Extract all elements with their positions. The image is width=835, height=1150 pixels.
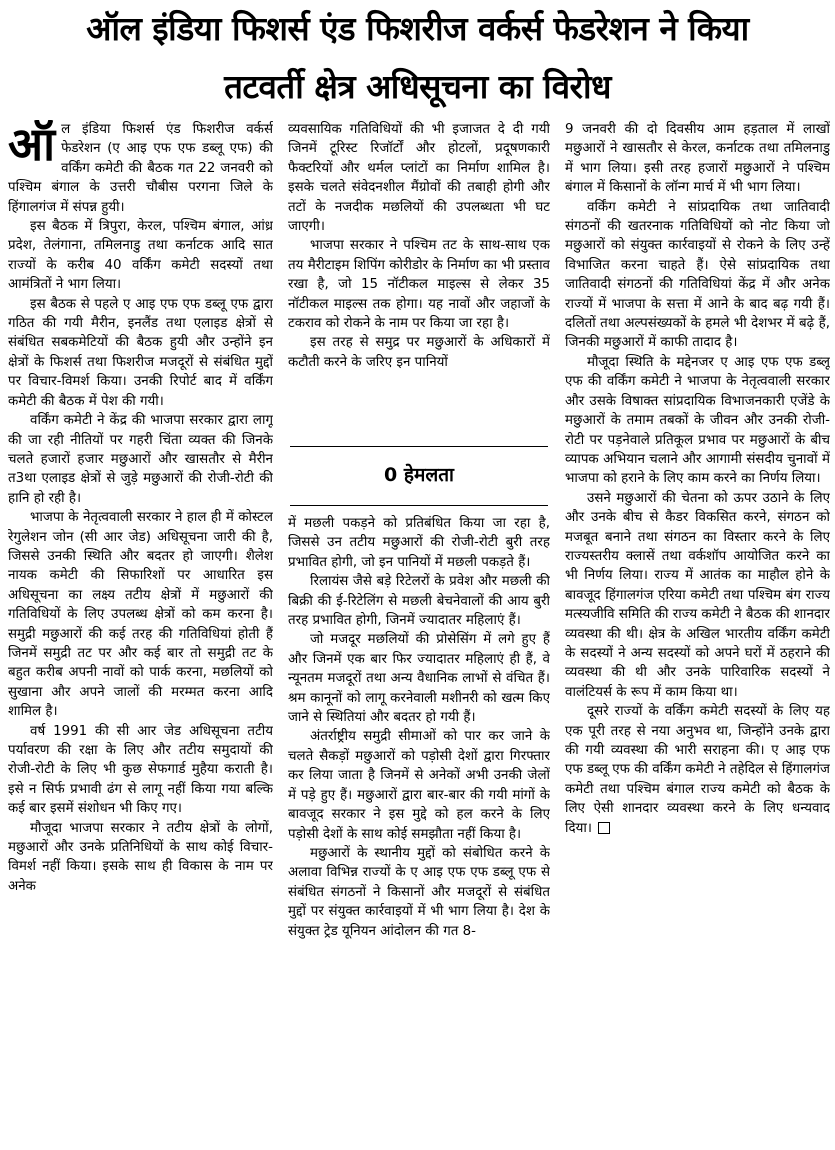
divider-rule <box>290 446 548 447</box>
article-paragraph: वर्किंग कमेटी ने केंद्र की भाजपा सरकार द्वारा लागू की जा रही नीतियों पर गहरी चिंता व्यक्त की जिनके चलते हजारों हजार मछुआरों और खासतौर से मैरीन त3था एलाइड क्षेत्रों से जुड़े मछुआरों की रोजी-रोटी की हानि हो रही है। <box>8 413 273 506</box>
article-column-2-top <box>288 120 550 420</box>
article-paragraph: वर्किंग कमेटी ने सांप्रदायिक तथा जातिवादी संगठनों की खतरनाक गतिविधियों को नोट किया जो मछुआरों को संयुक्त कार्रवाइयों से रोकने के लिए उन्हें विभाजित करना चाहते हैं। ऐसे सांप्रदायिक तथा जातिवादी संगठनों की गतिविधियां केंद्र में और अनेक राज्यों में भाजपा के सत्ता में आने के बाद बढ़ गयी हैं। दलितों तथा अल्पसंख्यकों के हमले भी देशभर में बढ़े हैं, जिनकी मछुआरों में काफी तादाद है। <box>565 199 830 351</box>
article-paragraph: दूसरे राज्यों के वर्किंग कमेटी सदस्यों के लिए यह एक पूरी तरह से नया अनुभव था, जिन्होंने उनके द्वारा की गयी व्यवस्था की भारी सराहना की। ए आइ एफ एफ डब्लू एफ की वर्किंग कमेटी ने तहेदिल से हिंगालगंज कमेटी तथा पश्चिम बंगाल राज्य कमेटी को बैठक के लिए ऐसी शानदार व्यवस्था करने के लिए धन्यवाद दिया। <box>565 704 830 836</box>
article-column-1 <box>8 120 273 1145</box>
divider-rule <box>290 505 548 506</box>
article-paragraph: मौजूदा भाजपा सरकार ने तटीय क्षेत्रों के लोगों, मछुआरों और उनके प्रतिनिधियों के साथ कोई विचार-विमर्श नहीं किया। इसके साथ ही विकास के नाम पर अनेक <box>8 820 273 894</box>
article-paragraph: भाजपा सरकार ने पश्चिम तट के साथ-साथ एक तय मैरीटाइम शिपिंग कोरीडोर के निर्माण का भी प्रस्ताव रखा है, जो 15 नॉटीकल माइल्स से लेकर 35 नॉटीकल माइल्स तक होगा। यह नावों और जहाजों के टकराव को रोकने के नाम पर किया जा रहा है। <box>288 238 550 332</box>
article-paragraph: इस बैठक से पहले ए आइ एफ एफ डब्लू एफ द्वारा गठित की गयी मैरीन, इनलैंड तथा एलाइड क्षेत्रों से संबंधित सबकमेटियों की बैठक हुयी और उन्होंने इन क्षेत्रों के फिशर्स तथा फिशरीज मजदूरों से संबंधित मुद्दों पर विचार-विमर्श किया। उनकी रिपोर्ट बाद में वर्किंग कमेटी की बैठक में पेश की गयी। <box>8 296 273 409</box>
article-paragraph: रिलायंस जैसे बड़े रिटेलरों के प्रवेश और मछली की बिक्री की ई-रिटेलिंग से मछली बेचनेवालों की आय बुरी तरह प्रभावित होगी, जिनमें ज्यादातर महिलाएं हैं। <box>288 574 550 629</box>
byline-author: 0 हेमलता <box>384 464 454 486</box>
end-of-article-box <box>598 822 610 834</box>
article-paragraph: इस बैठक में त्रिपुरा, केरल, पश्चिम बंगाल, आंध्र प्रदेश, तेलंगाना, तमिलनाडु तथा कर्नाटक आदि सात राज्यों के करीब 40 वर्किंग कमेटी सदस्यों तथा आमंत्रितों ने भाग लिया। <box>8 219 273 293</box>
article-paragraph: अंतर्राष्ट्रीय समुद्री सीमाओं को पार कर जाने के चलते सैकड़ों मछुआरों को पड़ोसी देशों द्वारा गिरफ्तार कर लिया जाता है जिनमें से अनेकों अभी उनकी जेलों में पड़े हुए हैं। मछुआरों द्वारा बार-बार की गयी मांगों के बावजूद सरकार ने इस मुद्दे को हल करने के लिए पड़ोसी देशों के साथ कोई समझौता नहीं किया है। <box>288 729 550 842</box>
article-column-3 <box>565 120 830 1145</box>
article-paragraph: भाजपा के नेतृत्ववाली सरकार ने हाल ही में कोस्टल रेगुलेशन जोन (सी आर जेड) अधिसूचना जारी की है, जिससे उनकी स्थिति और बदतर हो जाएगी। शैलेश नायक कमेटी की सिफारिशों पर आधारित इस अधिसूचना का लक्ष्य तटीय क्षेत्रों में मछुआरों की गतिविधियों के लिए उपलब्ध क्षेत्रों को कम करना है। समुद्री मछुआरों की कई तरह की गतिविधियां होती हैं जिनमें समुद्री तट पर और कई बार तो समुद्री तट के बहुत करीब अपनी नावों को पार्क करना, मछलियों को सुखाना और अपने जालों की मरम्मत करना आदि शामिल है। <box>8 510 273 720</box>
article-column-2-bottom <box>288 514 550 1145</box>
headline <box>0 0 835 116</box>
article-paragraph: ऑल इंडिया फिशर्स एंड फिशरीज वर्कर्स फेडरेशन (ए आइ एफ एफ डब्लू एफ) की वर्किंग कमेटी की बैठक गत 22 जनवरी को पश्चिम बंगाल के उत्तरी चौबीस परगना जिले के हिंगालगंज में संपन्न हुयी। <box>8 120 273 215</box>
article-paragraph: वर्ष 1991 की सी आर जेड अधिसूचना तटीय पर्यावरण की रक्षा के लिए और तटीय समुदायों की रोजी-रोटी के लिए भी कुछ सेफगार्ड मुहैया कराती है। इसे न सिर्फ प्रभावी ढंग से लागू नहीं किया गया बल्कि कई बार इसमें संशोधन भी किए गए। <box>8 723 273 817</box>
article-paragraph: इस तरह से समुद्र पर मछुआरों के अधिकारों में कटौती करने के जरिए इन पानियों <box>288 335 550 370</box>
drop-cap: ऑ <box>8 120 56 171</box>
article-paragraph: में मछली पकड़ने को प्रतिबंधित किया जा रहा है, जिससे उन तटीय मछुआरों की रोजी-रोटी बुरी तरह प्रभावित होगी, जो इन पानियों में मछली पकड़ते हैं। <box>288 516 550 570</box>
article-paragraph: 9 जनवरी की दो दिवसीय आम हड़ताल में लाखों मछुआरों ने खासतौर से केरल, कर्नाटक तथा तमिलनाडु में भाग लिया। इसी तरह हजारों मछुआरों ने पश्चिम बंगाल में किसानों के लॉन्ग मार्च में भी भाग लिया। <box>565 122 830 196</box>
headline-line-2: तटवर्ती क्षेत्र अधिसूचना का विरोध <box>224 67 611 106</box>
article-paragraph: मछुआरों के स्थानीय मुद्दों को संबोधित करने के अलावा विभिन्न राज्यों के ए आइ एफ एफ डब्लू एफ से संबंधित संगठनों ने किसानों और मजदूरों से संबंधित मुद्दों पर संयुक्त कार्रवाइयों में भी भाग लिया है। देश के संयुक्त ट्रेड यूनियन आंदोलन की गत 8- <box>288 845 550 939</box>
article-paragraph: व्यवसायिक गतिविधियों की भी इजाजत दे दी गयी जिनमें टूरिस्ट रिजॉर्टों और होटलों, प्रदूषणकारी फैक्टरियों और थर्मल प्लांटों का निर्माण शामिल है। इसके चलते संवेदनशील मैंग्रोवों की तबाही होगी और तटों के नजदीक मछलियों की उपलब्धता भी घट जाएगी। <box>288 122 550 235</box>
article-paragraph: उसने मछुआरों की चेतना को ऊपर उठाने के लिए और उनके बीच से कैडर विकसित करने, संगठन को मजबूत बनाने तथा संगठन का विस्तार करने के लिए राज्यस्तरीय क्लासें तथा वर्कशॉप आयोजित करने का भी निर्णय लिया। राज्य में आतंक का माहौल होने के बावजूद हिंगालगंज एरिया कमेटी तथा पश्चिम बंग राज्य मत्स्यजीवि समिति की राज्य कमेटी ने बैठक की शानदार व्यवस्था की थी। क्षेत्र के अखिल भारतीय वर्किंग कमेटी के सदस्यों ने अन्य सदस्यों को अपने घरों में ठहराने की व्यवस्था की थी और उनके पारिवारिक सदस्यों ने वालंटियर्स के रूप में काम किया था। <box>565 490 830 700</box>
article-paragraph: मौजूदा स्थिति के मद्देनजर ए आइ एफ एफ डब्लू एफ की वर्किंग कमेटी ने भाजपा के नेतृत्ववाली सरकार और उसके विषाक्त सांप्रदायिक विभाजनकारी एजेंडे के मछुआरों के तमाम तबकों के जीवन और उनकी रोजी-रोटी पर पड़नेवाले प्रतिकूल प्रभाव पर मछुआरों के बीच व्यापक अभियान चलाने और आगामी संसदीय चुनावों में भाजपा को हराने के लिए काम करने का निर्णय लिया। <box>565 354 830 487</box>
article-paragraph: जो मजदूर मछलियों की प्रोसेसिंग में लगे हुए हैं और जिनमें एक बार फिर ज्यादातर महिलाएं ही हैं, वे न्यूनतम मजदूरों तथा अन्य वैधानिक लाभों से वंचित हैं। श्रम कानूनों को लागू करनेवाली मशीनरी को खत्म किए जाने से स्थितियां और बदतर हो गयी हैं। <box>288 632 550 726</box>
headline-line-1: ऑल इंडिया फिशर्स एंड फिशरीज वर्कर्स फेडरेशन ने किया <box>86 9 749 48</box>
